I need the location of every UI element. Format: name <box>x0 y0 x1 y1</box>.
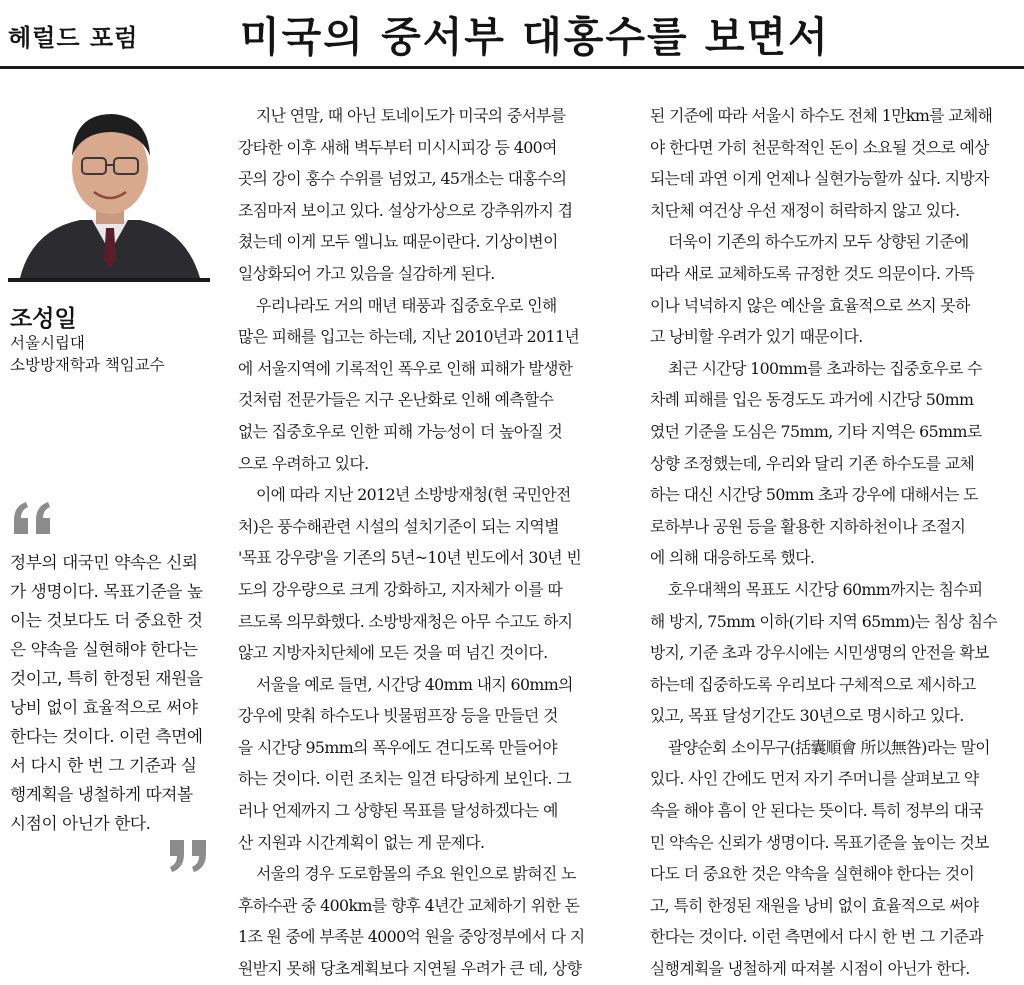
article-line: 없는 집중호우로 인한 피해 가능성이 더 높아질 것 <box>238 421 563 441</box>
article-line: 야 한다면 가히 천문학적인 돈이 소요될 것으로 예상 <box>650 137 989 157</box>
article-line: 에 의해 대응하도록 했다. <box>650 548 815 568</box>
article-line: '목표 강우량'을 기존의 5년~10년 빈도에서 30년 빈 <box>238 548 582 568</box>
article-line: 일상화되어 가고 있음을 실감하게 된다. <box>238 263 495 283</box>
pull-quote-line: 서 다시 한 번 그 기준과 실 <box>10 755 197 775</box>
article-line: 곳의 강이 홍수 수위를 넘었고, 45개소는 대홍수의 <box>238 169 567 189</box>
article-line: 산 지원과 시간계획이 없는 게 문제다. <box>238 832 485 852</box>
headline: 미국의 중서부 대홍수를 보면서 <box>240 13 830 61</box>
article-line: 괄양순회 소이무구(括囊順會 所以無咎)라는 말이 <box>668 737 990 757</box>
article-line: 우리나라도 거의 매년 태풍과 집중호우로 인해 <box>256 295 557 315</box>
author-title-line: 서울시립대 <box>10 334 85 352</box>
pull-quote-line: 낭비 없이 효율적으로 써야 <box>10 697 198 717</box>
article-line: 원받지 못해 당초계획보다 지연될 우려가 큰 데, 상향 <box>238 959 582 979</box>
article-line: 고 낭비할 우려가 있기 때문이다. <box>650 327 863 347</box>
article-line: 조짐마저 보이고 있다. 설상가상으로 강추위까지 겹 <box>238 200 573 220</box>
article-line: 것처럼 전문가들은 지구 온난화로 인해 예측할수 <box>238 390 554 410</box>
article-line: 해 방지, 75mm 이하(기타 지역 65mm)는 침상 침수 <box>650 611 998 631</box>
article-line: 으로 우려하고 있다. <box>238 453 369 473</box>
author-title <box>10 332 165 376</box>
author-portrait-illustration <box>10 90 208 278</box>
pull-quote-line: 한다는 것이다. 이런 측면에 <box>10 726 203 746</box>
article-line: 에 서울지역에 기록적인 폭우로 인해 피해가 발생한 <box>238 358 573 378</box>
article-line: 상향 조정했는데, 우리와 달리 기존 하수도를 교체 <box>650 453 975 473</box>
article-line: 로하부나 공원 등을 활용한 지하하천이나 조절지 <box>650 516 966 536</box>
article-line: 따라 새로 교체하도록 규정한 것도 의문이다. 가뜩 <box>650 263 975 283</box>
article-line: 된 기준에 따라 서울시 하수도 전체 1만km를 교체해 <box>650 106 993 125</box>
article-line: 후하수관 중 400km를 향후 4년간 교체하기 위한 돈 <box>238 895 580 915</box>
article-line: 르도록 의무화했다. 소방방재청은 아무 수고도 하지 <box>238 611 573 631</box>
author-title-line: 소방방재학과 책임교수 <box>10 356 165 374</box>
open-quote-icon <box>10 500 54 536</box>
pull-quote-line: 시점이 아닌가 한다. <box>10 813 151 833</box>
pull-quote-line: 가 생명이다. 목표기준을 높 <box>10 581 203 601</box>
article-line: 강우에 맞춰 하수도나 빗물펌프장 등을 만들던 것 <box>238 706 558 726</box>
article-line: 고, 특히 한정된 재원을 낭비 없이 효율적으로 써야 <box>650 895 979 915</box>
column-name: 헤럴드 포럼 <box>8 24 139 52</box>
article-line: 되는데 과연 이게 언제나 실현가능할까 싶다. 지방자 <box>650 169 989 189</box>
article-line: 속을 해야 흠이 안 된다는 뜻이다. 특히 정부의 대국 <box>650 801 983 821</box>
article-line: 1조 원 중에 부족분 4000억 원을 중앙정부에서 다 지 <box>238 927 585 947</box>
article-line: 한다는 것이다. 이런 측면에서 다시 한 번 그 기준과 <box>650 927 983 947</box>
article-line: 처)은 풍수해관련 시설의 설치기준이 되는 지역별 <box>238 516 559 536</box>
article-column-2 <box>650 100 1020 985</box>
close-quote-icon <box>166 838 210 874</box>
article-line: 하는 것이다. 이런 조치는 일견 타당하게 보인다. 그 <box>238 769 571 789</box>
article-line: 서울을 예로 들면, 시간당 40mm 내지 60mm의 <box>256 674 573 694</box>
article-line: 이나 넉넉하지 않은 예산을 효율적으로 쓰지 못하 <box>650 295 970 315</box>
article-line: 하는데 집중하도록 우리보다 구체적으로 제시하고 <box>650 674 976 694</box>
article-line: 다도 더 중요한 것은 약속을 실현해야 한다는 것이 <box>650 864 975 884</box>
author-sidebar <box>8 70 210 895</box>
article-line: 강타한 이후 새해 벽두부터 미시시피강 등 400여 <box>238 137 557 157</box>
top-rule <box>0 66 1024 69</box>
article-line: 민 약속은 신뢰가 생명이다. 목표기준을 높이는 것보 <box>650 832 989 852</box>
photo-rule <box>8 278 210 282</box>
article-line: 치단체 여건상 우선 재정이 허락하지 않고 있다. <box>650 200 960 220</box>
article-line: 호우대책의 목표도 시간당 60mm까지는 침수피 <box>668 579 983 599</box>
article-line: 차례 피해를 입은 동경도도 과거에 시간당 50mm <box>650 390 974 410</box>
author-name: 조성일 <box>10 306 77 332</box>
pull-quote-line: 것이고, 특히 한정된 재원을 <box>10 668 203 688</box>
pull-quote-line: 은 약속을 실현해야 한다는 <box>10 639 198 659</box>
pull-quote-line: 행계획을 냉철하게 따져볼 <box>10 784 193 804</box>
article-line: 최근 시간당 100mm를 초과하는 집중호우로 수 <box>668 358 982 378</box>
article-line: 였던 기준을 도심은 75mm, 기타 지역은 65mm로 <box>650 421 982 441</box>
pull-quote <box>10 548 212 838</box>
author-photo <box>10 90 208 278</box>
article-line: 쳤는데 이게 모두 엘니뇨 때문이란다. 기상이변이 <box>238 232 558 252</box>
pull-quote-line: 이는 것보다도 더 중요한 것 <box>10 610 203 630</box>
article-line: 않고 지방자치단체에 모든 것을 떠 넘긴 것이다. <box>238 643 548 663</box>
article-line: 더욱이 기존의 하수도까지 모두 상향된 기준에 <box>668 232 969 252</box>
article-line: 러나 언제까지 그 상향된 목표를 달성하겠다는 예 <box>238 801 558 821</box>
article-line: 방지, 기준 초과 강우시에는 시민생명의 안전을 확보 <box>650 643 989 663</box>
article-line: 서울의 경우 도로함몰의 주요 원인으로 밝혀진 노 <box>256 864 576 884</box>
article-line: 하는 대신 시간당 50mm 초과 강우에 대해서는 도 <box>650 485 978 505</box>
pull-quote-line: 정부의 대국민 약속은 신뢰 <box>10 552 198 572</box>
article-line: 있다. 사인 간에도 먼저 자기 주머니를 살펴보고 약 <box>650 769 979 789</box>
article-line: 이에 따라 지난 2012년 소방방재청(현 국민안전 <box>256 485 571 505</box>
article-line: 많은 피해를 입고는 하는데, 지난 2010년과 2011년 <box>238 327 580 347</box>
article-column-1 <box>238 100 614 985</box>
article-line: 지난 연말, 때 아닌 토네이도가 미국의 중서부를 <box>256 106 566 125</box>
article-line: 을 시간당 95mm의 폭우에도 견디도록 만들어야 <box>238 737 557 757</box>
article-line: 도의 강우량으로 크게 강화하고, 지자체가 이를 따 <box>238 579 563 599</box>
article-line: 있고, 목표 달성기간도 30년으로 명시하고 있다. <box>650 706 964 726</box>
article-line: 실행계획을 냉철하게 따져볼 시점이 아닌가 한다. <box>650 959 970 979</box>
